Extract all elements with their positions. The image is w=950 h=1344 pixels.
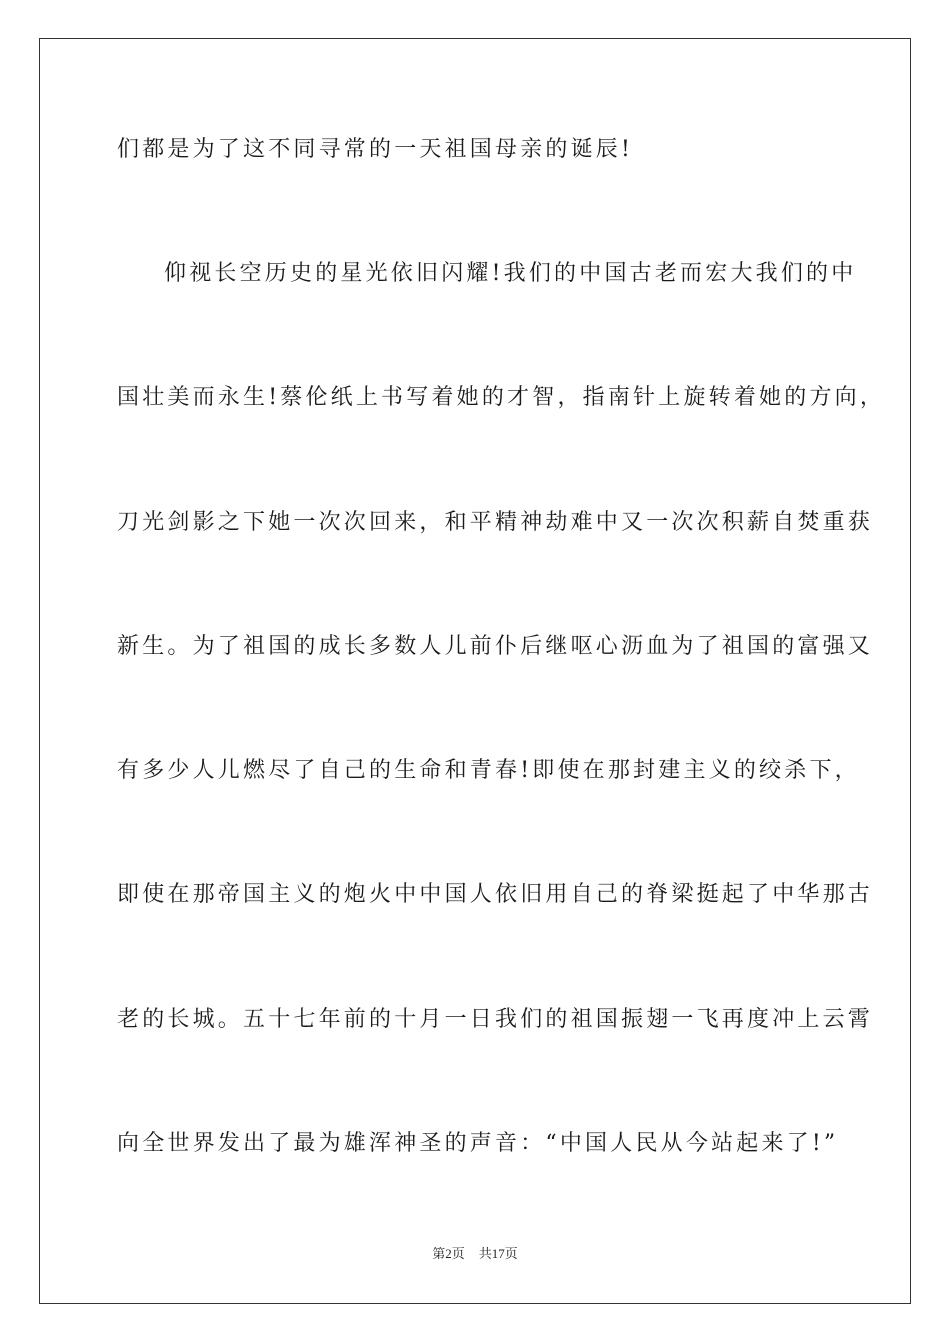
body-line-1: 们都是为了这不同寻常的一天祖国母亲的诞辰! bbox=[117, 137, 634, 162]
total-pages: 共17页 bbox=[478, 1246, 518, 1261]
body-line-3: 国壮美而永生!蔡伦纸上书写着她的才智，指南针上旋转着她的方向， bbox=[117, 385, 886, 410]
body-line-2: 仰视长空历史的星光依旧闪耀!我们的中国古老而宏大我们的中 bbox=[164, 261, 857, 286]
body-line-4: 刀光剑影之下她一次次回来，和平精神劫难中又一次次积薪自焚重获 bbox=[117, 510, 874, 535]
body-line-9: 向全世界发出了最为雄浑神圣的声音：“中国人民从今站起来了!” bbox=[117, 1131, 839, 1156]
body-line-5: 新生。为了祖国的成长多数人儿前仆后继呕心沥血为了祖国的富强又 bbox=[117, 634, 874, 659]
page-number: 第2页 bbox=[432, 1246, 465, 1261]
page-footer bbox=[0, 1245, 950, 1263]
body-line-7: 即使在那帝国主义的炮火中中国人依旧用自己的脊梁挺起了中华那古 bbox=[117, 882, 874, 907]
body-line-8: 老的长城。五十七年前的十月一日我们的祖国振翅一飞再度冲上云霄 bbox=[117, 1007, 874, 1032]
body-line-6: 有多少人儿燃尽了自己的生命和青春!即使在那封建主义的绞杀下， bbox=[117, 758, 860, 783]
page-border bbox=[39, 38, 911, 1304]
